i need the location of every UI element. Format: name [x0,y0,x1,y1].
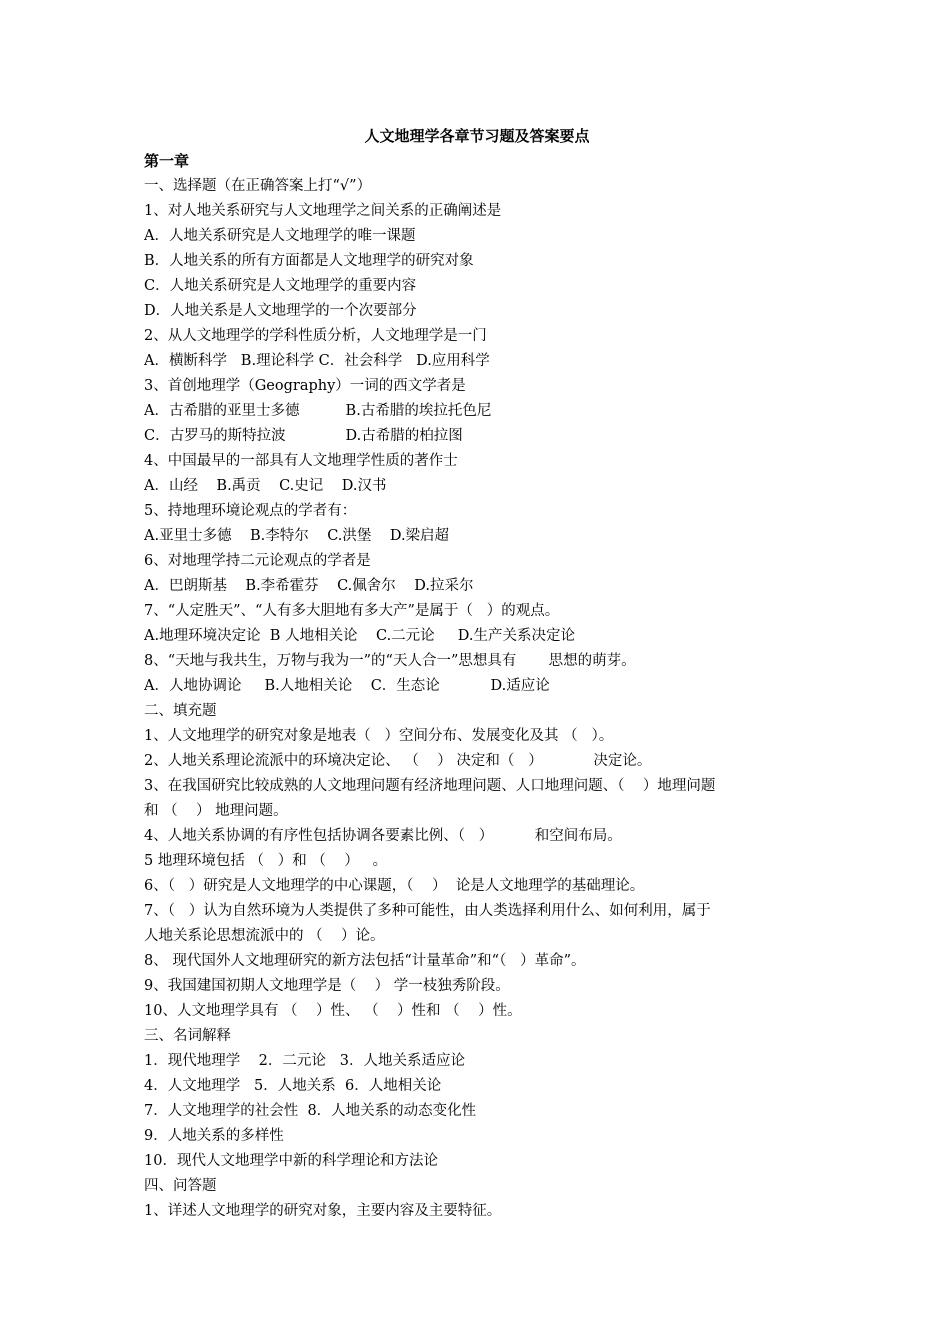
text-line: 2、从人文地理学的学科性质分析，人文地理学是一门 [144,328,487,344]
text-line: 10、人文地理学具有 （ ）性、 （ ）性和 （ ）性。 [144,1003,522,1019]
document-body [144,124,810,1224]
text-line: A.亚里士多德 B.李特尔 C.洪堡 D.梁启超 [144,528,450,544]
text-line: 5、持地理环境论观点的学者有： [144,503,357,519]
text-line: 4．人文地理学 5．人地关系 6．人地相关论 [144,1078,442,1094]
text-line: 人地关系论思想流派中的 （ ）论。 [144,928,385,944]
text-line: A．古希腊的亚里士多德 B.古希腊的埃拉托色尼 [144,403,492,419]
text-line: 1、详述人文地理学的研究对象，主要内容及主要特征。 [144,1203,502,1219]
text-line: 1、人文地理学的研究对象是地表（ ）空间分布、发展变化及其 （ ）。 [144,728,614,744]
text-line: 和 （ ） 地理问题。 [144,803,288,819]
text-line: 7、（ ）认为自然环境为人类提供了多种可能性，由人类选择利用什么、如何利用，属于 [144,903,711,919]
text-line: A．人地协调论 B.人地相关论 C．生态论 D.适应论 [144,678,550,694]
text-line: 8、 现代国外人文地理研究的新方法包括“计量革命”和“（ ）革命”。 [144,953,586,969]
text-line: 1、对人地关系研究与人文地理学之间关系的正确阐述是 [144,203,502,219]
text-line: 9、我国建国初期人文地理学是（ ） 学一枝独秀阶段。 [144,978,510,994]
text-line: 二、填充题 [144,703,217,719]
text-line: 3、首创地理学（Geography）一词的西文学者是 [144,378,466,394]
text-line: A．人地关系研究是人文地理学的唯一课题 [144,228,416,244]
text-line: A．横断科学 B.理论科学 C．社会科学 D.应用科学 [144,353,490,369]
document-title: 人文地理学各章节习题及答案要点 [364,127,590,145]
text-line: B．人地关系的所有方面都是人文地理学的研究对象 [144,253,474,269]
text-line: 4、中国最早的一部具有人文地理学性质的著作士 [144,453,458,469]
text-line: 2、人地关系理论流派中的环境决定论、 （ ） 决定和（ ） 决定论。 [144,753,652,769]
text-line: 四、问答题 [144,1178,217,1194]
text-line: 7．人文地理学的社会性 8．人地关系的动态变化性 [144,1103,477,1119]
text-line: 6、（ ）研究是人文地理学的中心课题，（ ） 论是人文地理学的基础理论。 [144,878,645,894]
text-line: 6、对地理学持二元论观点的学者是 [144,553,371,569]
text-line: 1．现代地理学 2．二元论 3．人地关系适应论 [144,1053,465,1069]
text-line: 7、“人定胜天”、“人有多大胆地有多大产”是属于（ ）的观点。 [144,603,560,619]
text-line: 3、在我国研究比较成熟的人文地理问题有经济地理问题、人口地理问题、（ ）地理问题 [144,778,716,794]
text-line: C．人地关系研究是人文地理学的重要内容 [144,278,417,294]
text-line: 5 地理环境包括 （ ）和 （ ） 。 [144,853,388,869]
text-line: D．人地关系是人文地理学的一个次要部分 [144,303,417,319]
text-line: 10．现代人文地理学中新的科学理论和方法论 [144,1153,438,1169]
text-line: A．山经 B.禹贡 C.史记 D.汉书 [144,478,387,494]
text-line: C．古罗马的斯特拉波 D.古希腊的柏拉图 [144,428,463,444]
text-line: 4、人地关系协调的有序性包括协调各要素比例、（ ） 和空间布局。 [144,828,622,844]
text-line: 8、“天地与我共生，万物与我为一”的“天人合一”思想具有 思想的萌芽。 [144,653,636,669]
text-line: A．巴朗斯基 B.李希霍芬 C.佩舍尔 D.拉采尔 [144,578,474,594]
text-line: 三、名词解释 [144,1028,231,1044]
text-line: 一、选择题（在正确答案上打“√”） [144,178,372,194]
text-line: 9．人地关系的多样性 [144,1128,284,1144]
document-lines [144,174,810,1224]
text-line: A.地理环境决定论 B 人地相关论 C.二元论 D.生产关系决定论 [144,628,575,644]
chapter-heading: 第一章 [144,152,190,170]
